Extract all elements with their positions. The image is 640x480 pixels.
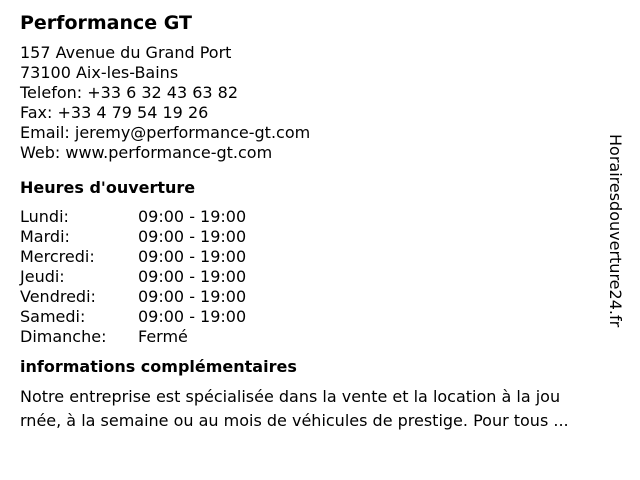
contact-block bbox=[20, 43, 610, 163]
day-label: Mercredi: bbox=[20, 247, 95, 266]
hours-row bbox=[20, 267, 610, 287]
day-label: Dimanche: bbox=[20, 327, 107, 346]
hours-row bbox=[20, 307, 610, 327]
hours-heading: Heures d'ouverture bbox=[20, 178, 196, 197]
day-time: 09:00 - 19:00 bbox=[138, 307, 247, 326]
hours-table bbox=[20, 207, 610, 347]
info-heading: informations complémentaires bbox=[20, 357, 297, 376]
day-label: Vendredi: bbox=[20, 287, 96, 306]
website: Web: www.performance-gt.com bbox=[20, 143, 273, 162]
day-time: Fermé bbox=[138, 327, 188, 346]
hours-row bbox=[20, 327, 610, 347]
day-time: 09:00 - 19:00 bbox=[138, 267, 247, 286]
hours-row bbox=[20, 207, 610, 227]
hours-row bbox=[20, 227, 610, 247]
phone-number: Telefon: +33 6 32 43 63 82 bbox=[20, 83, 239, 102]
info-line-2: rnée, à la semaine ou au mois de véhicules de prestige. Pour tous ... bbox=[20, 411, 569, 430]
business-name: Performance GT bbox=[20, 12, 193, 34]
info-line-1: Notre entreprise est spécialisée dans la vente et la location à la jou bbox=[20, 387, 561, 406]
day-label: Samedi: bbox=[20, 307, 86, 326]
day-time: 09:00 - 19:00 bbox=[138, 227, 247, 246]
hours-row bbox=[20, 287, 610, 307]
day-time: 09:00 - 19:00 bbox=[138, 287, 247, 306]
city-postal: 73100 Aix-les-Bains bbox=[20, 63, 179, 82]
info-description bbox=[20, 385, 610, 433]
day-time: 09:00 - 19:00 bbox=[138, 247, 247, 266]
business-card bbox=[20, 8, 610, 433]
day-label: Lundi: bbox=[20, 207, 69, 226]
site-watermark: Horairesdouverture24.fr bbox=[606, 134, 625, 328]
hours-row bbox=[20, 247, 610, 267]
day-label: Mardi: bbox=[20, 227, 70, 246]
street-address: 157 Avenue du Grand Port bbox=[20, 43, 232, 62]
day-label: Jeudi: bbox=[20, 267, 65, 286]
fax-number: Fax: +33 4 79 54 19 26 bbox=[20, 103, 209, 122]
email-address: Email: jeremy@performance-gt.com bbox=[20, 123, 311, 142]
day-time: 09:00 - 19:00 bbox=[138, 207, 247, 226]
